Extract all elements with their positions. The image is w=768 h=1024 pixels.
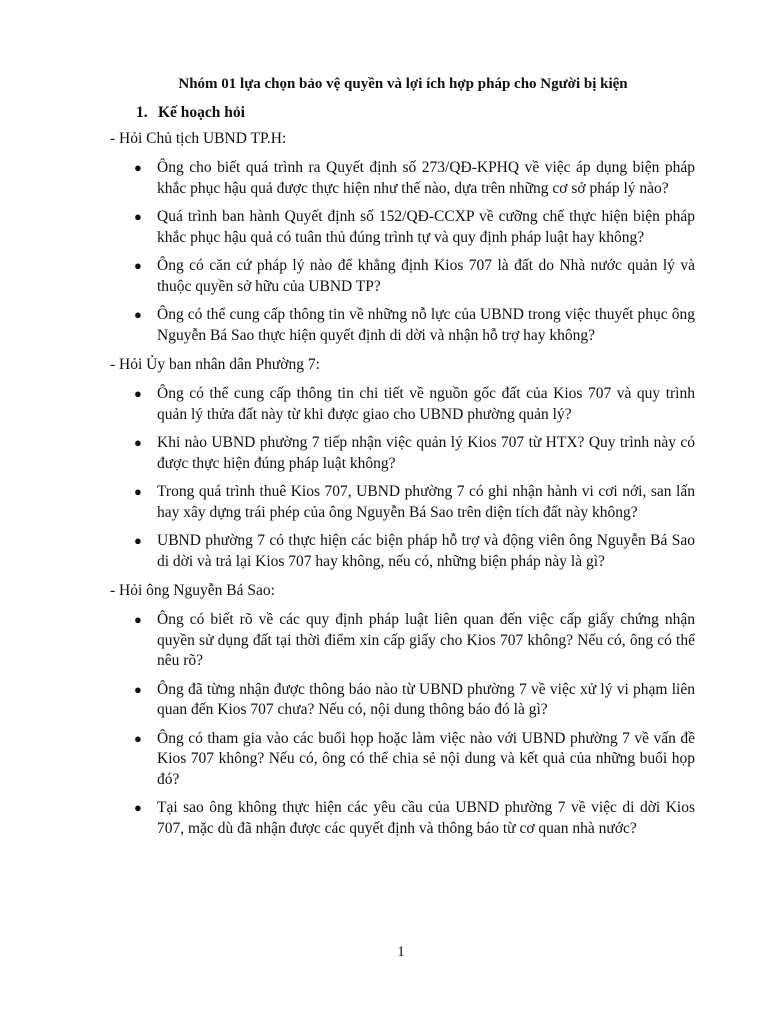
list-item [110, 729, 695, 791]
question-list-nguyen-ba-sao [110, 610, 695, 839]
bullet-icon: ● [134, 533, 142, 548]
question-text: Ông cho biết quá trình ra Quyết định số 273/QĐ-KPHQ về việc áp dụng biện pháp khắc phục hậu quả được thực hiện như thế nào, dựa trên những cơ sở pháp lý nào? [157, 159, 695, 197]
document-body [110, 128, 695, 847]
list-item [110, 680, 695, 721]
question-list-ward-committee [110, 384, 695, 572]
document-title: Nhóm 01 lựa chọn bảo vệ quyền và lợi ích hợp pháp cho Người bị kiện [178, 76, 628, 92]
question-text: Tại sao ông không thực hiện các yêu cầu của UBND phường 7 về việc di dời Kios 707, mặc dù đã nhận được các quyết định và thông báo từ cơ quan nhà nước? [157, 799, 695, 837]
list-item [110, 531, 695, 572]
list-item [110, 798, 695, 839]
group-label-ward-committee: - Hỏi Ủy ban nhân dân Phường 7: [110, 356, 320, 373]
section-heading-text: Kế hoạch hỏi [158, 104, 245, 121]
bullet-icon: ● [134, 160, 142, 175]
bullet-icon: ● [134, 612, 142, 627]
question-text: Ông có tham gia vào các buổi họp hoặc làm việc nào với UBND phường 7 về vấn đề Kios 707 không? Nếu có, ông có thể chia sẻ nội dung và kết quả của những buổi họp đó? [157, 729, 695, 788]
list-item [110, 384, 695, 425]
question-text: Ông có căn cứ pháp lý nào để khẳng định Kios 707 là đất do Nhà nước quản lý và thuộc quyền sở hữu của UBND TP? [157, 257, 695, 295]
bullet-icon: ● [134, 307, 142, 322]
bullet-icon: ● [134, 209, 142, 224]
page-number: 1 [397, 944, 405, 960]
question-text: Ông đã từng nhận được thông báo nào từ UBND phường 7 về việc xử lý vi phạm liên quan đến Kios 707 chưa? Nếu có, nội dung thông báo đó là gì? [157, 680, 695, 718]
question-text: Ông có biết rõ về các quy định pháp luật liên quan đến việc cấp giấy chứng nhận quyền sử dụng đất tại thời điểm xin cấp giấy cho Kios 707 không? Nếu có, ông có thể nêu rõ? [157, 611, 695, 669]
list-item [110, 482, 695, 523]
list-item [110, 305, 695, 346]
question-text: UBND phường 7 có thực hiện các biện pháp hỗ trợ và động viên ông Nguyễn Bá Sao di dời và trả lại Kios 707 hay không, nếu có, những biện pháp này là gì? [157, 532, 695, 570]
list-item [110, 433, 695, 474]
section-number: 1. [136, 104, 148, 121]
bullet-icon: ● [134, 386, 142, 401]
group-label-chairman: - Hỏi Chủ tịch UBND TP.H: [110, 130, 287, 147]
question-text: Quá trình ban hành Quyết định số 152/QĐ-CCXP về cưỡng chế thực hiện biện pháp khắc phục hậu quả có tuân thủ đúng trình tự và quy định pháp luật hay không? [157, 208, 695, 246]
section-heading [136, 104, 245, 122]
bullet-icon: ● [134, 258, 142, 273]
list-item [110, 207, 695, 248]
group-label-nguyen-ba-sao: - Hỏi ông Nguyễn Bá Sao: [110, 582, 275, 599]
question-list-chairman [110, 158, 695, 346]
bullet-icon: ● [134, 681, 142, 697]
question-text: Ông có thể cung cấp thông tin chi tiết về nguồn gốc đất của Kios 707 và quy trình quản lý thửa đất này từ khi được giao cho UBND phường quản lý? [157, 385, 695, 423]
list-item [110, 610, 695, 672]
bullet-icon: ● [134, 435, 142, 450]
bullet-icon: ● [134, 484, 142, 499]
list-item [110, 256, 695, 297]
question-text: Ông có thể cung cấp thông tin về những nỗ lực của UBND trong việc thuyết phục ông Nguyễn Bá Sao thực hiện quyết định di dời và nhận hỗ trợ hay không? [157, 306, 695, 344]
bullet-icon: ● [134, 800, 142, 815]
list-item [110, 158, 695, 199]
question-text: Trong quá trình thuê Kios 707, UBND phường 7 có ghi nhận hành vi cơi nới, san lấn hay xây dựng trái phép của ông Nguyễn Bá Sao trên diện tích đất này không? [157, 483, 695, 521]
question-text: Khi nào UBND phường 7 tiếp nhận việc quản lý Kios 707 từ HTX? Quy trình này có được thực hiện đúng pháp luật không? [157, 434, 695, 472]
bullet-icon: ● [134, 730, 142, 746]
